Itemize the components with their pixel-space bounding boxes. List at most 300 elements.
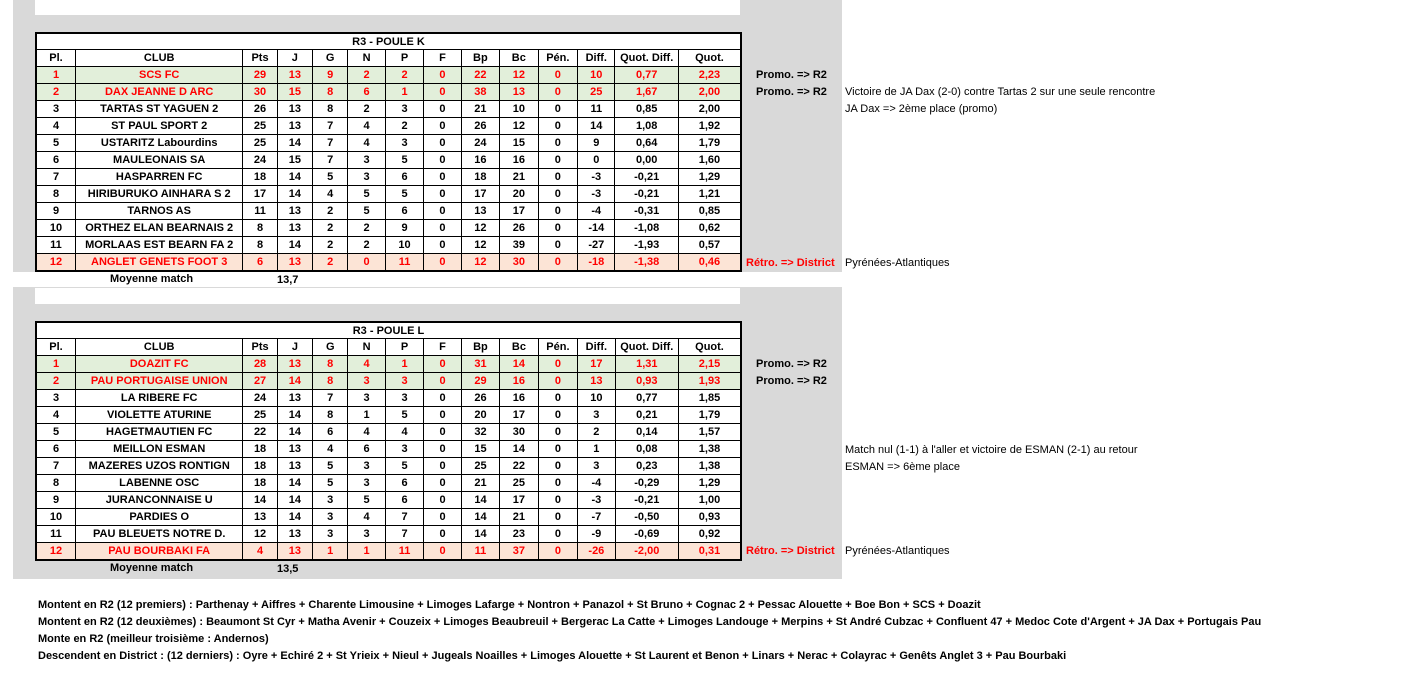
table-cell: 14 [277, 373, 312, 390]
table-cell: 4 [36, 118, 76, 135]
table-cell: 0 [424, 526, 461, 543]
column-header: Quot. Diff. [615, 339, 678, 356]
table-cell: 4 [36, 407, 76, 424]
table-cell: 22 [243, 424, 277, 441]
table-cell: 1 [578, 441, 615, 458]
column-header: Pl. [36, 50, 76, 67]
table-cell: 14 [277, 169, 312, 186]
table-cell: 2 [385, 67, 423, 84]
table-cell: 1,85 [679, 390, 742, 407]
table-cell: 38 [461, 84, 499, 101]
table-cell: 24 [243, 152, 277, 169]
table-cell: 0 [424, 152, 461, 169]
table-cell: 18 [243, 169, 277, 186]
column-header: J [277, 50, 312, 67]
table-cell: 0 [424, 169, 461, 186]
table-cell: 0,00 [615, 152, 678, 169]
column-header: Pén. [538, 50, 578, 67]
table-cell: 1,38 [679, 441, 742, 458]
table-cell: 0,77 [615, 67, 678, 84]
table-cell: 0,62 [678, 220, 741, 237]
table-cell: 0 [424, 407, 461, 424]
table-cell: 12 [36, 254, 76, 272]
table-cell: 0 [424, 118, 461, 135]
table-cell: 5 [313, 458, 348, 475]
table-cell: 6 [385, 169, 423, 186]
table-cell: 5 [36, 135, 76, 152]
column-header: Diff. [578, 50, 615, 67]
table-row [36, 169, 741, 186]
table-cell: 10 [578, 67, 615, 84]
standings-table-poule-l [35, 321, 742, 561]
table-cell: 5 [36, 424, 76, 441]
column-header: Pts [243, 339, 277, 356]
table-cell: -0,31 [615, 203, 678, 220]
table-cell: 26 [461, 118, 499, 135]
table-title: R3 - POULE K [36, 33, 741, 50]
table-cell: 3 [313, 509, 348, 526]
table-cell: 2 [313, 203, 348, 220]
table-cell: 12 [500, 118, 538, 135]
table-cell: 14 [243, 492, 277, 509]
table-cell: 15 [500, 135, 538, 152]
table-cell: 11 [36, 237, 76, 254]
table-cell: 13 [277, 356, 312, 373]
column-header: Quot. Diff. [615, 50, 678, 67]
table-cell: 11 [36, 526, 76, 543]
column-header: Diff. [578, 339, 615, 356]
table-cell: 1,29 [678, 169, 741, 186]
table-cell: -3 [578, 186, 615, 203]
table-cell: 6 [243, 254, 277, 272]
table-cell: 14 [277, 407, 312, 424]
table-cell: 0 [538, 424, 578, 441]
table-cell: 25 [243, 118, 277, 135]
table-cell: 10 [500, 101, 538, 118]
table-cell: 29 [461, 373, 499, 390]
table-cell: 11 [461, 543, 499, 561]
table-cell: 8 [313, 101, 348, 118]
table-title: R3 - POULE L [36, 322, 741, 339]
table-row [36, 526, 741, 543]
table-cell: 14 [500, 441, 538, 458]
table-cell: 0 [424, 254, 461, 272]
table-cell: -27 [578, 237, 615, 254]
table-cell: -0,21 [615, 169, 678, 186]
club-name-cell: ORTHEZ ELAN BEARNAIS 2 [76, 220, 243, 237]
table-row [36, 84, 741, 101]
table-cell: 0 [538, 254, 578, 272]
table-cell: 3 [385, 390, 423, 407]
table-cell: 14 [277, 135, 312, 152]
table-cell: 25 [243, 407, 277, 424]
table-cell: 0 [538, 356, 578, 373]
table-cell: 25 [500, 475, 538, 492]
table-cell: 11 [578, 101, 615, 118]
table-cell: 3 [578, 458, 615, 475]
table-cell: 11 [243, 203, 277, 220]
table-cell: 1,60 [678, 152, 741, 169]
column-header: Quot. [679, 339, 742, 356]
table-cell: 0,85 [615, 101, 678, 118]
club-name-cell: DAX JEANNE D ARC [76, 84, 243, 101]
relegation-label: Rétro. => District [746, 257, 835, 269]
table-cell: 0 [538, 526, 578, 543]
table-cell: -0,21 [615, 492, 678, 509]
table-cell: 13 [277, 101, 312, 118]
column-header: N [348, 339, 385, 356]
table-cell: 5 [385, 186, 423, 203]
table-cell: 24 [461, 135, 499, 152]
table-row [36, 475, 741, 492]
table-cell: 4 [348, 424, 385, 441]
table-cell: 1,79 [679, 407, 742, 424]
table-cell: 1,38 [679, 458, 742, 475]
table-row [36, 254, 741, 272]
club-name-cell: TARTAS ST YAGUEN 2 [76, 101, 243, 118]
table-cell: 2,15 [679, 356, 742, 373]
column-header: F [424, 339, 461, 356]
club-name-cell: LA RIBERE FC [76, 390, 243, 407]
club-name-cell: JURANCONNAISE U [76, 492, 243, 509]
table-cell: 2 [36, 84, 76, 101]
table-cell: 12 [461, 237, 499, 254]
table-cell: 0 [538, 407, 578, 424]
table-cell: 13 [461, 203, 499, 220]
club-name-cell: MAULEONAIS SA [76, 152, 243, 169]
table-cell: 2 [313, 254, 348, 272]
club-name-cell: MORLAAS EST BEARN FA 2 [76, 237, 243, 254]
table-cell: 20 [461, 407, 499, 424]
table-cell: 2 [385, 118, 423, 135]
table-cell: 3 [578, 407, 615, 424]
table-cell: 14 [277, 186, 312, 203]
table-row [36, 118, 741, 135]
table-cell: -1,08 [615, 220, 678, 237]
table-cell: 0 [538, 135, 578, 152]
table-cell: 14 [461, 526, 499, 543]
table-row [36, 373, 741, 390]
table-cell: 17 [461, 186, 499, 203]
table-cell: 2,00 [678, 84, 741, 101]
table-cell: 0 [538, 118, 578, 135]
table-cell: 13 [500, 84, 538, 101]
club-name-cell: ST PAUL SPORT 2 [76, 118, 243, 135]
table-cell: 5 [313, 169, 348, 186]
table-cell: 0 [538, 492, 578, 509]
table-cell: 13 [277, 543, 312, 561]
table-cell: 0 [424, 84, 461, 101]
table-cell: 1 [385, 84, 423, 101]
table-cell: 1 [36, 67, 76, 84]
table-cell: 2,00 [678, 101, 741, 118]
table-cell: 5 [385, 458, 423, 475]
table-cell: 0 [578, 152, 615, 169]
table-cell: 0 [538, 543, 578, 561]
table-cell: 0,92 [679, 526, 742, 543]
table-cell: 24 [243, 390, 277, 407]
table-cell: 2 [348, 101, 385, 118]
table-cell: 0,85 [678, 203, 741, 220]
table-cell: 12 [243, 526, 277, 543]
table-cell: 37 [500, 543, 538, 561]
table-cell: 2 [348, 220, 385, 237]
promo-label-1: Promo. => R2 [756, 358, 827, 370]
table-cell: 8 [243, 237, 277, 254]
table-cell: 10 [36, 509, 76, 526]
table-cell: 22 [500, 458, 538, 475]
column-header: P [385, 50, 423, 67]
table-cell: 0 [538, 220, 578, 237]
table-cell: 4 [243, 543, 277, 561]
table-cell: 25 [461, 458, 499, 475]
table-cell: 22 [461, 67, 499, 84]
table-cell: 2 [313, 220, 348, 237]
table-cell: 0 [538, 203, 578, 220]
table-cell: 4 [348, 135, 385, 152]
table-cell: 3 [348, 152, 385, 169]
table-cell: 0 [538, 458, 578, 475]
table-cell: 0 [424, 509, 461, 526]
table-cell: 3 [348, 169, 385, 186]
table-cell: 30 [243, 84, 277, 101]
table-cell: 2,23 [678, 67, 741, 84]
table-cell: 6 [385, 475, 423, 492]
table-cell: 0 [424, 373, 461, 390]
column-header: J [277, 339, 312, 356]
table-cell: 5 [348, 492, 385, 509]
promo-label-2: Promo. => R2 [756, 375, 827, 387]
table-cell: 6 [385, 492, 423, 509]
table-cell: 7 [36, 458, 76, 475]
club-name-cell: HASPARREN FC [76, 169, 243, 186]
table-cell: 15 [277, 84, 312, 101]
table-cell: 0 [538, 390, 578, 407]
table-cell: 0 [348, 254, 385, 272]
table-cell: 11 [385, 543, 423, 561]
table-cell: 18 [243, 441, 277, 458]
table-row [36, 220, 741, 237]
table-cell: 0 [424, 356, 461, 373]
table-cell: 7 [313, 135, 348, 152]
table-cell: 21 [461, 101, 499, 118]
table-cell: 0 [424, 458, 461, 475]
table-cell: 0 [424, 67, 461, 84]
table-cell: 30 [500, 254, 538, 272]
summary-line-promoted-first: Montent en R2 (12 premiers) : Parthenay + Aiffres + Charente Limousine + Limoges Lafarge + Nontron + Panazol + St Bruno + Cognac 2 + Pessac Alouette + Boe Bon + SCS + Doazit [38, 599, 981, 611]
table-cell: 26 [500, 220, 538, 237]
relegation-label: Rétro. => District [746, 545, 835, 557]
club-name-cell: VIOLETTE ATURINE [76, 407, 243, 424]
table-cell: 8 [313, 373, 348, 390]
table-cell: 1,67 [615, 84, 678, 101]
table-cell: 14 [500, 356, 538, 373]
table-cell: 5 [348, 203, 385, 220]
table-cell: 10 [578, 390, 615, 407]
table-cell: 18 [243, 475, 277, 492]
table-cell: -0,50 [615, 509, 678, 526]
table-cell: 3 [313, 526, 348, 543]
table-cell: 1,57 [679, 424, 742, 441]
table-cell: 9 [36, 492, 76, 509]
table-cell: 2 [348, 237, 385, 254]
column-header: CLUB [76, 339, 243, 356]
tiebreak-note-2: JA Dax => 2ème place (promo) [845, 103, 998, 115]
table-cell: 0 [424, 101, 461, 118]
table-cell: 0 [424, 237, 461, 254]
table-cell: 0 [538, 373, 578, 390]
table-cell: 2 [578, 424, 615, 441]
column-header: Pén. [538, 339, 578, 356]
table-cell: 26 [243, 101, 277, 118]
table-cell: 3 [348, 373, 385, 390]
table-cell: 0 [424, 186, 461, 203]
table-cell: 13 [277, 254, 312, 272]
table-cell: 31 [461, 356, 499, 373]
table-cell: 12 [461, 254, 499, 272]
table-cell: 2 [313, 237, 348, 254]
table-cell: 0,46 [678, 254, 741, 272]
table-cell: 9 [313, 67, 348, 84]
table-cell: 8 [36, 475, 76, 492]
standings-table-poule-k [35, 32, 742, 272]
club-name-cell: SCS FC [76, 67, 243, 84]
table-cell: 0 [424, 203, 461, 220]
relegation-note: Pyrénées-Atlantiques [845, 257, 950, 269]
table-row [36, 135, 741, 152]
club-name-cell: PAU PORTUGAISE UNION [76, 373, 243, 390]
table-cell: 4 [348, 509, 385, 526]
column-header: P [385, 339, 423, 356]
table-cell: 0 [538, 475, 578, 492]
table-cell: 8 [313, 84, 348, 101]
table-cell: 13 [578, 373, 615, 390]
table-cell: 20 [500, 186, 538, 203]
table-cell: 15 [277, 152, 312, 169]
table-header-row [36, 339, 741, 356]
table-cell: -3 [578, 169, 615, 186]
summary-line-relegated: Descendent en District : (12 derniers) : Oyre + Echiré 2 + St Yrieix + Nieul + Jugeals Noailles + Limoges Alouette + St Laurent et Benon + Linars + Nerac + Colayrac + Genêts Anglet 3 + Pau Bourbaki [38, 650, 1067, 662]
club-name-cell: PAU BLEUETS NOTRE D. [76, 526, 243, 543]
table-cell: 6 [348, 441, 385, 458]
table-cell: 13 [277, 390, 312, 407]
table-cell: 13 [277, 118, 312, 135]
table-cell: -2,00 [615, 543, 678, 561]
table-cell: 12 [461, 220, 499, 237]
table-cell: 3 [385, 373, 423, 390]
table-cell: 9 [36, 203, 76, 220]
table-cell: 3 [385, 101, 423, 118]
table-cell: 1,31 [615, 356, 678, 373]
table-cell: 17 [500, 492, 538, 509]
summary-line-promoted-second: Montent en R2 (12 deuxièmes) : Beaumont St Cyr + Matha Avenir + Couzeix + Limoges Beaubreuil + Bergerac La Catte + Limoges Landouge + Merpins + St André Cubzac + Confluent 47 + Medoc Cote d'Argent + JA Dax + Portugais Pau [38, 616, 1262, 628]
table-cell: 0 [538, 101, 578, 118]
table-cell: -18 [578, 254, 615, 272]
table-cell: 9 [385, 220, 423, 237]
table-cell: 6 [36, 441, 76, 458]
table-cell: 14 [277, 475, 312, 492]
table-cell: 0 [424, 441, 461, 458]
table-row [36, 390, 741, 407]
table-cell: 18 [461, 169, 499, 186]
table-row [36, 237, 741, 254]
table-cell: 14 [277, 237, 312, 254]
table-cell: 0 [538, 152, 578, 169]
column-header: Quot. [678, 50, 741, 67]
table-cell: 1 [36, 356, 76, 373]
table-cell: 4 [313, 186, 348, 203]
table-cell: 13 [277, 220, 312, 237]
table-cell: 14 [461, 509, 499, 526]
table-cell: 0 [424, 220, 461, 237]
table-cell: -0,21 [615, 186, 678, 203]
avg-match-value: 13,5 [277, 563, 299, 575]
table-cell: 10 [385, 237, 423, 254]
table-cell: 16 [500, 152, 538, 169]
table-cell: -0,29 [615, 475, 678, 492]
table-cell: 25 [578, 84, 615, 101]
table-cell: 8 [313, 356, 348, 373]
table-cell: 13 [277, 526, 312, 543]
table-cell: 0 [538, 441, 578, 458]
table-cell: 13 [277, 458, 312, 475]
table-cell: 16 [500, 390, 538, 407]
column-header: Bc [500, 50, 538, 67]
table-cell: 3 [313, 492, 348, 509]
table-cell: 0 [538, 67, 578, 84]
table-cell: 29 [243, 67, 277, 84]
table-cell: 8 [36, 186, 76, 203]
table-cell: 0,93 [679, 509, 742, 526]
table-cell: 14 [578, 118, 615, 135]
club-name-cell: USTARITZ Labourdins [76, 135, 243, 152]
table-cell: 16 [500, 373, 538, 390]
table-row [36, 407, 741, 424]
club-name-cell: DOAZIT FC [76, 356, 243, 373]
table-cell: 1,93 [679, 373, 742, 390]
column-header: Bp [461, 50, 499, 67]
table-cell: 1,79 [678, 135, 741, 152]
table-cell: 6 [348, 84, 385, 101]
table-row [36, 101, 741, 118]
avg-match-label: Moyenne match [110, 562, 194, 574]
table-cell: 10 [36, 220, 76, 237]
tiebreak-note-1: Match nul (1-1) à l'aller et victoire de ESMAN (2-1) au retour [845, 444, 1138, 456]
table-row [36, 458, 741, 475]
table-cell: -9 [578, 526, 615, 543]
table-cell: 1 [313, 543, 348, 561]
table-cell: 21 [500, 169, 538, 186]
table-cell: 1,29 [679, 475, 742, 492]
table-cell: 3 [385, 135, 423, 152]
table-cell: 0,57 [678, 237, 741, 254]
table-cell: 5 [313, 475, 348, 492]
table-cell: 0 [424, 475, 461, 492]
table-cell: -7 [578, 509, 615, 526]
column-header: N [348, 50, 385, 67]
white-band-middle [35, 288, 740, 304]
table-cell: 11 [385, 254, 423, 272]
table-row [36, 203, 741, 220]
table-cell: -1,93 [615, 237, 678, 254]
table-cell: 13 [277, 203, 312, 220]
table-cell: 6 [385, 203, 423, 220]
club-name-cell: PAU BOURBAKI FA [76, 543, 243, 561]
table-row [36, 67, 741, 84]
table-cell: 0,77 [615, 390, 678, 407]
table-cell: 14 [461, 492, 499, 509]
table-cell: 0 [538, 186, 578, 203]
